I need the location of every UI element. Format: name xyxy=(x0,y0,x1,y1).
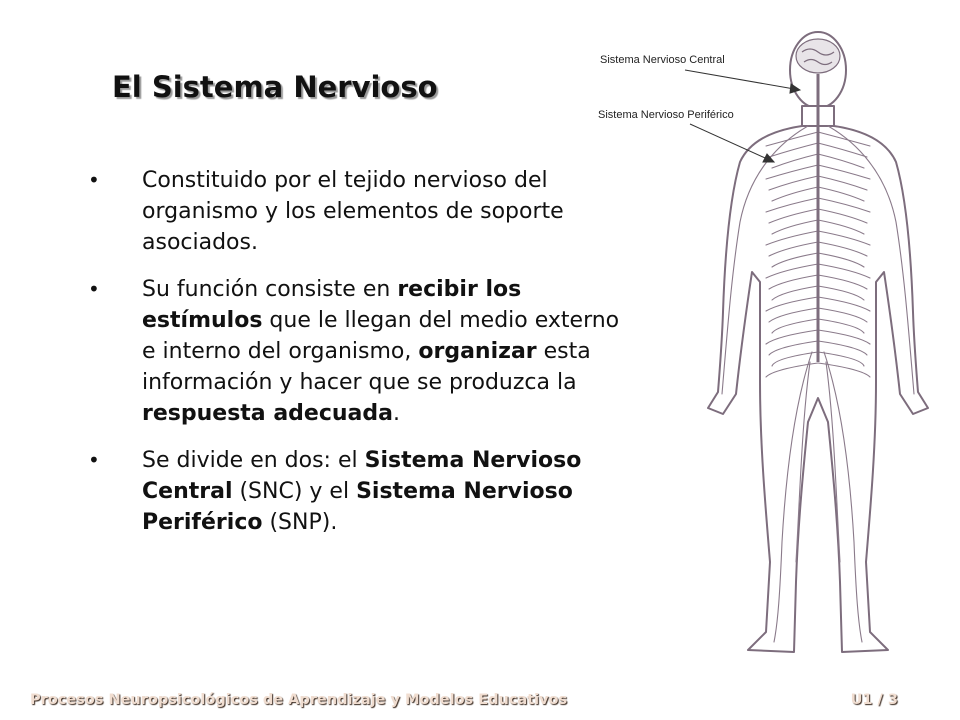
bullet-icon: • xyxy=(88,168,100,192)
bullet-item xyxy=(86,445,634,538)
bullet-icon: • xyxy=(88,448,100,472)
nervous-system-diagram xyxy=(590,22,950,667)
bullet-item xyxy=(86,274,634,429)
brain-icon xyxy=(796,39,840,73)
footer-course-title: Procesos Neuropsicológicos de Aprendizaje y Modelos Educativos xyxy=(30,692,568,708)
bullet-text: Su función consiste en recibir los estímulos que le llegan del medio externo e interno del organismo, organizar esta información y hacer que se produzca la respuesta adecuada. xyxy=(142,277,620,426)
label-central-nervous-system: Sistema Nervioso Central xyxy=(600,54,725,66)
slide-title: El Sistema Nervioso xyxy=(112,70,438,104)
footer-bar xyxy=(0,682,960,720)
bullet-text: Constituido por el tejido nervioso del organismo y los elementos de soporte asociados. xyxy=(142,168,564,255)
bullet-icon: • xyxy=(88,277,100,301)
label-peripheral-nervous-system: Sistema Nervioso Periférico xyxy=(598,109,734,121)
footer-page-number: U1 / 3 xyxy=(850,692,898,708)
bullet-text: Se divide en dos: el Sistema Nervioso Central (SNC) y el Sistema Nervioso Periférico (SNP). xyxy=(142,448,582,535)
bullet-list xyxy=(86,165,634,554)
bullet-item xyxy=(86,165,634,258)
